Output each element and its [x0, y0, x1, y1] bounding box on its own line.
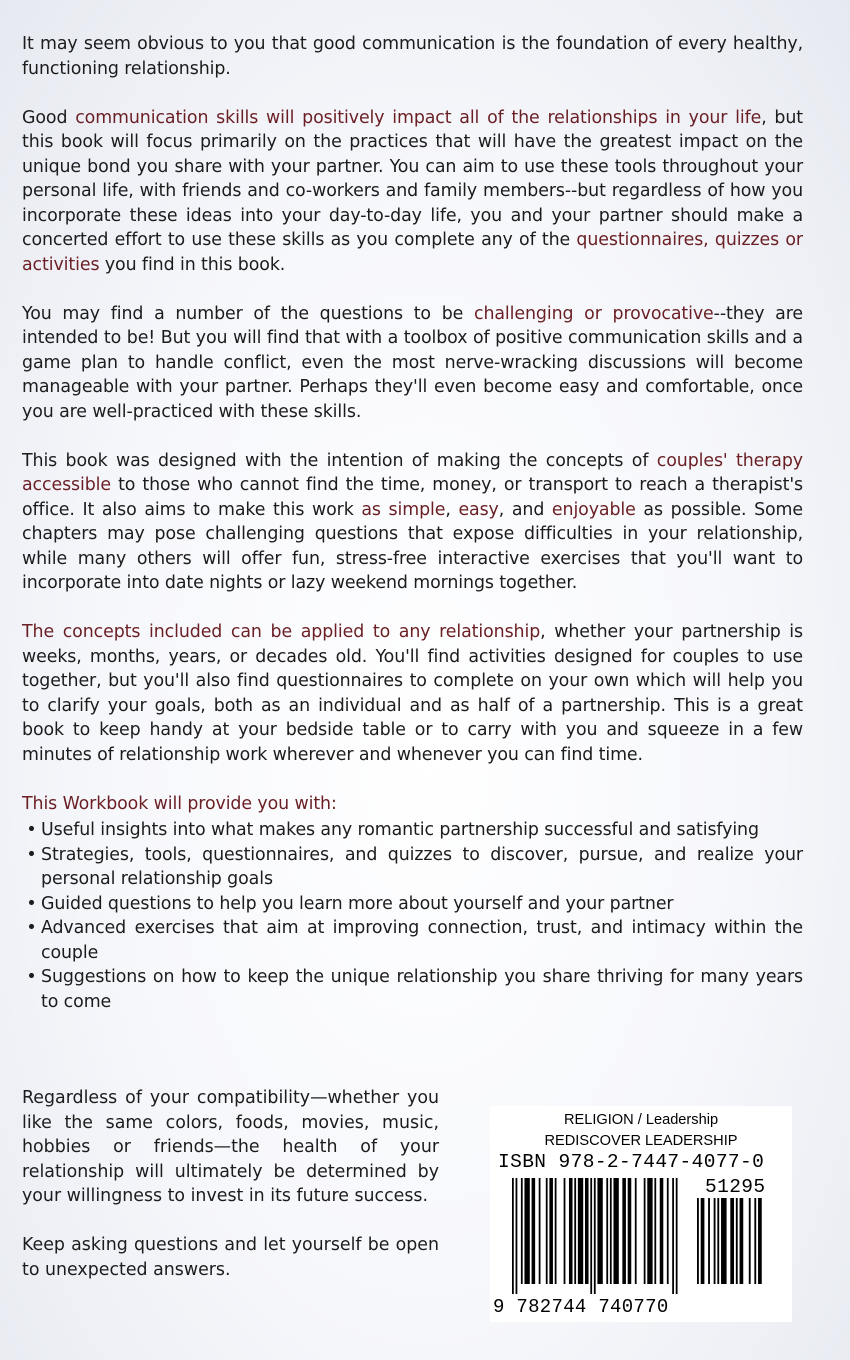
barcode-bar [754, 1198, 756, 1284]
barcode-bar [672, 1178, 674, 1294]
barcode-bar [546, 1178, 548, 1284]
barcode-bar [628, 1178, 632, 1284]
barcode-bar [574, 1178, 576, 1284]
barcode-bar [585, 1178, 589, 1284]
barcode-bar [613, 1178, 618, 1284]
barcode-bar [610, 1178, 612, 1284]
barcode-bar [524, 1178, 529, 1284]
list-item: • Suggestions on how to keep the unique relationship you share thriving for many years to come [22, 965, 803, 1014]
isbn-barcode-block [490, 1106, 792, 1322]
ean-number: 9 782744 740770 [493, 1296, 669, 1318]
barcode-bar [555, 1178, 557, 1284]
closing-paragraph: Keep asking questions and let yourself be open to unexpected answers. [22, 1235, 439, 1280]
barcode-bar [569, 1178, 573, 1284]
highlight-phrase: as simple [361, 499, 446, 520]
list-item: • Guided questions to help you learn more about yourself and your partner [22, 892, 803, 917]
barcode-bar [521, 1178, 523, 1284]
barcode-bar [740, 1198, 744, 1284]
barcode-bar [708, 1198, 710, 1284]
list-intro: This Workbook will provide you with: [22, 793, 337, 814]
barcode-bar [539, 1178, 541, 1284]
barcode-bar [660, 1178, 664, 1284]
bullet-icon: • [26, 967, 37, 987]
paragraph-challenging: You may find a number of the questions to be challenging or provocative--they are intended to be! But you will find that with a toolbox of positive communication skills and a game plan to handle conflict, even the most nerve-wracking discussions will become manageable with your partner. Perhaps they'll even become easy and comfortable, once you are well-practiced with these skills. [22, 303, 803, 422]
paragraph-concepts: The concepts included can be applied to any relationship, whether your partnership is weeks, months, years, or decades old. You'll find activities designed for couples to use together, but you'll also find questionnaires to complete on your own which will help you to clarify your goals, both as an individual and as half of a partnership. This is a great book to keep handy at your bedside table or to carry with you and squeeze in a few minutes of relationship work wherever and whenever you can find time. [22, 622, 803, 765]
bullet-icon: • [26, 918, 37, 938]
barcode-bar [647, 1178, 652, 1284]
back-cover-text [22, 32, 803, 1014]
barcode-bar [516, 1178, 518, 1294]
barcode-bar [736, 1198, 738, 1284]
barcode-bar [578, 1178, 583, 1284]
barcode-bar [730, 1198, 734, 1284]
barcode-bar [714, 1198, 716, 1284]
list-item: • Advanced exercises that aim at improving connection, trust, and intimacy within the couple [22, 916, 803, 965]
highlight-phrase: enjoyable [551, 499, 636, 520]
closing-paragraph: Regardless of your compatibility—whether you like the same colors, foods, movies, music, hobbies or friends—the health of your relationship will ultimately be determined by your willingness to invest in its future success. [22, 1088, 439, 1206]
list-item: • Strategies, tools, questionnaires, and quizzes to discover, pursue, and realize your personal relationship goals [22, 843, 803, 892]
barcode-bar [654, 1178, 656, 1284]
barcode-bar [549, 1178, 553, 1284]
bullet-icon: • [26, 820, 37, 840]
paragraph-intro: It may seem obvious to you that good communication is the foundation of every healthy, functioning relationship. [22, 34, 803, 79]
barcode-bar [697, 1198, 699, 1284]
barcode-bar [590, 1178, 592, 1294]
highlight-phrase: easy [458, 499, 499, 520]
paragraph-communication: Good communication skills will positively impact all of the relationships in your life, but this book will focus primarily on the practices that will have the greatest impact on the unique bond you share with your partner. You can aim to use these tools throughout your personal life, with friends and co-workers and family members--but regardless of how you incorporate these ideas into your day-to-day life, you and your partner should make a concerted effort to use these skills as you complete any of the questionnaires, quizzes or activities you find in this book. [22, 107, 804, 275]
highlight-phrase: communication skills will positively impact all of the relationships in your life [75, 107, 762, 128]
highlight-phrase: The concepts included can be applied to any relationship [22, 622, 541, 642]
barcode-bar [749, 1198, 751, 1284]
barcode-bar [717, 1198, 719, 1284]
barcode-bar [701, 1198, 705, 1284]
price-code: 51295 [705, 1176, 766, 1198]
price-barcode-bars [697, 1198, 781, 1294]
paragraph-design: This book was designed with the intention of making the concepts of couples' therapy accessible to those who cannot find the time, money, or transport to reach a therapist's office. It also aims to make this work as simple, easy, and enjoyable as possible. Some chapters may pose challenging questions that expose difficulties in your relationship, while many others will offer fun, stress-free interactive exercises that you'll want to incorporate into date nights or lazy weekend mornings together. [22, 450, 803, 593]
barcode-bar [597, 1178, 602, 1284]
bullet-icon: • [26, 893, 37, 914]
barcode-bar [622, 1178, 626, 1284]
barcode-bar [564, 1178, 566, 1284]
barcode-category: RELIGION / Leadership [563, 1112, 719, 1128]
barcode-title: REDISCOVER LEADERSHIP [544, 1133, 738, 1149]
barcode-bar [635, 1178, 637, 1284]
barcode-bar [606, 1178, 608, 1284]
barcode-bar [667, 1178, 669, 1284]
isbn-number: ISBN 978-2-7447-4077-0 [498, 1151, 765, 1173]
barcode-bar [512, 1178, 514, 1294]
barcode-bar [758, 1198, 762, 1284]
benefits-list [22, 818, 803, 1014]
barcode-bar [532, 1178, 536, 1284]
closing-text [22, 1086, 439, 1307]
highlight-phrase: challenging or provocative [473, 303, 714, 324]
bullet-icon: • [26, 844, 37, 865]
barcode-bar [721, 1198, 727, 1284]
ean-barcode-bars [512, 1178, 694, 1294]
barcode-bar [644, 1178, 646, 1284]
barcode-bar [676, 1178, 678, 1294]
barcode-bar [594, 1178, 596, 1294]
highlight-phrase: couples' therapy accessible [22, 450, 803, 495]
list-item: • Useful insights into what makes any romantic partnership successful and satisfying [22, 818, 803, 843]
highlight-phrase: questionnaires, quizzes or activities [22, 230, 803, 275]
